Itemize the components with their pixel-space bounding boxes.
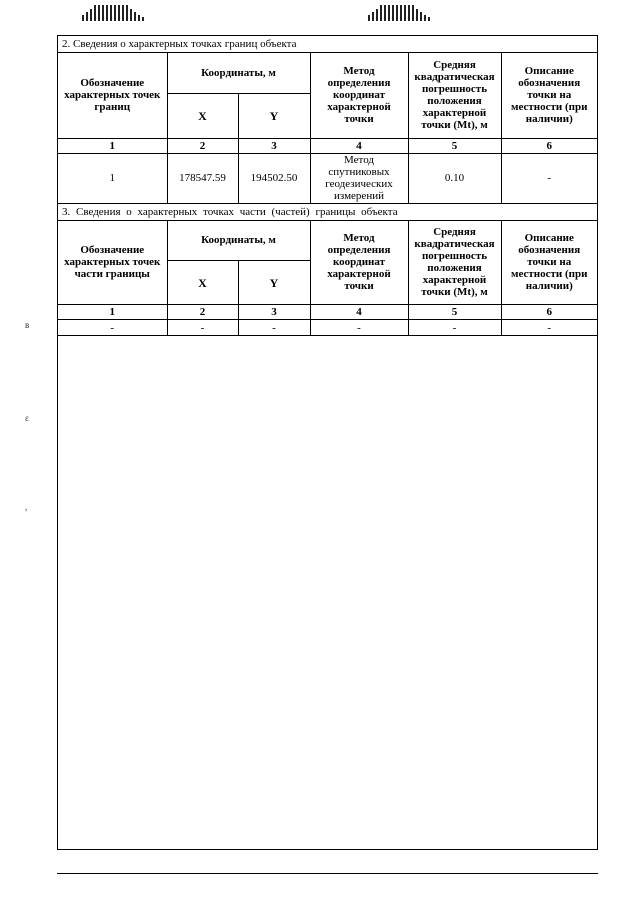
cell-point: - bbox=[58, 320, 167, 336]
header-error: Средняя квадратическая погрешность положения характерной точки (Mt), м bbox=[408, 53, 501, 138]
header-x: X bbox=[167, 261, 238, 305]
header-desc: Описание обозначения точки на местности (при наличии) bbox=[501, 53, 597, 138]
col-number: 5 bbox=[408, 138, 501, 153]
col-number: 2 bbox=[167, 305, 238, 320]
document-sheet bbox=[57, 35, 598, 850]
barcode-left bbox=[82, 3, 144, 21]
section3-table bbox=[58, 221, 597, 337]
header-y: Y bbox=[238, 261, 310, 305]
header-point: Обозначение характерных точек границ bbox=[58, 53, 167, 138]
header-coords: Координаты, м bbox=[167, 221, 310, 261]
section2-table bbox=[58, 53, 597, 204]
section2-title: 2. Сведения о характерных точках границ объекта bbox=[58, 36, 597, 53]
footer-line bbox=[57, 873, 598, 874]
header-method: Метод определения координат характерной точки bbox=[310, 221, 408, 305]
col-number: 2 bbox=[167, 138, 238, 153]
header-coords: Координаты, м bbox=[167, 53, 310, 93]
margin-mark: в bbox=[25, 320, 30, 330]
col-number: 4 bbox=[310, 305, 408, 320]
header-method: Метод определения координат характерной точки bbox=[310, 53, 408, 138]
cell-error: - bbox=[408, 320, 501, 336]
header-x: X bbox=[167, 93, 238, 138]
margin-mark: ε bbox=[25, 413, 29, 423]
section3-title: 3. Сведения о характерных точках части (частей) границы объекта bbox=[58, 204, 597, 221]
cell-error: 0.10 bbox=[408, 153, 501, 203]
cell-method: Метод спутниковых геодезических измерений bbox=[310, 153, 408, 203]
table-row bbox=[58, 320, 597, 336]
cell-method: - bbox=[310, 320, 408, 336]
cell-x: 178547.59 bbox=[167, 153, 238, 203]
col-number: 5 bbox=[408, 305, 501, 320]
cell-desc: - bbox=[501, 153, 597, 203]
header-error: Средняя квадратическая погрешность положения характерной точки (Mt), м bbox=[408, 221, 501, 305]
col-number: 6 bbox=[501, 138, 597, 153]
cell-x: - bbox=[167, 320, 238, 336]
header-desc: Описание обозначения точки на местности (при наличии) bbox=[501, 221, 597, 305]
header-y: Y bbox=[238, 93, 310, 138]
cell-y: - bbox=[238, 320, 310, 336]
cell-point: 1 bbox=[58, 153, 167, 203]
col-number: 6 bbox=[501, 305, 597, 320]
col-number: 4 bbox=[310, 138, 408, 153]
cell-y: 194502.50 bbox=[238, 153, 310, 203]
col-number: 3 bbox=[238, 305, 310, 320]
barcode-right bbox=[368, 3, 430, 21]
margin-mark: , bbox=[25, 502, 28, 512]
col-number: 1 bbox=[58, 305, 167, 320]
header-point: Обозначение характерных точек части границы bbox=[58, 221, 167, 305]
table-row bbox=[58, 153, 597, 203]
cell-desc: - bbox=[501, 320, 597, 336]
col-number: 3 bbox=[238, 138, 310, 153]
col-number: 1 bbox=[58, 138, 167, 153]
